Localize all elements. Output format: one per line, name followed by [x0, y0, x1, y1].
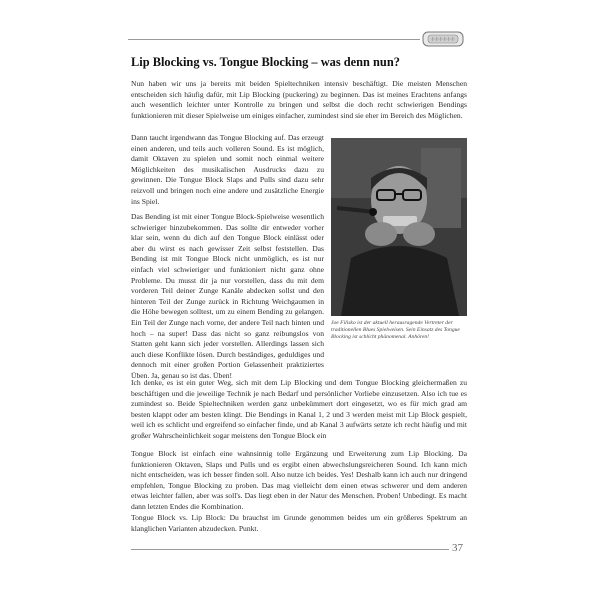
paragraph-intro: Nun haben wir uns ja bereits mit beiden Spieltechniken intensiv beschäftigt. Die meisten Menschen entscheiden sich häufig dafür, mit Lip Blocking (puckering) zu beginnen. Das ist meines Erachtens anfangs auch wesentlich leichter unter Kontrolle zu bringen und selbst die doch recht schwierigen Bendings funktionieren mit dieser Spielweise um einiges einfacher, zumindest sind sie eher im Bereich des Möglichen.: [131, 79, 467, 120]
paragraph-tongue-blocking: Dann taucht irgendwann das Tongue Blocking auf. Das erzeugt einen anderen, und teils auch volleren Sound. Es ist möglich, damit Oktaven zu spielen und somit noch einmal weitere Möglichkeiten des musikalischen Ausdrucks dazu zu gewinnen. Die Tongue Block Slaps and Pulls sind dazu sehr reizvoll und bringen noch eine andere und zusätzliche Energie ins Spiel.: [131, 133, 324, 206]
harmonica-icon: [422, 30, 464, 48]
harmonica-player-photo: [331, 138, 467, 316]
paragraph-bending: Das Bending ist mit einer Tongue Block-Spielweise wesentlich schwieriger hinzubekommen. Das sollte dir entweder vorher klar sein, wenn du dich auf den Tongue Block einlässt oder aber du wirst es nach gewisser Zeit selbst feststellen. Das Bending ist mit Tongue Block nicht unmöglich, es ist nur einfach viel schwieriger und funktioniert nicht ganz ohne Probleme. Du musst dir ja nur vorstellen, dass du mit dem vorderen Teil deiner Zunge Kanäle abdecken sollst und den hinteren Teil der Zunge zurück in Richtung Weichgaumen in die Höhe bewegen solltest, um zu einem Bending zu gelangen. Ein Teil der Zunge nach vorne, der andere Teil nach hinten und hoch – na super! Dass das nicht so ganz reibungslos von Statten geht kann sich jeder vorstellen. Allerdings lassen sich auch diese Konflikte lösen. Durch beständiges, geduldiges und dennoch mit einer großen Portion Gelassenheit praktiziertes Üben. Ja, genau so ist das. Üben!: [131, 212, 324, 380]
article-title: Lip Blocking vs. Tongue Blocking – was denn nun?: [131, 55, 400, 69]
paragraph-combined-use: Ich denke, es ist ein guter Weg, sich mit dem Lip Blocking und dem Tongue Blocking gleichermaßen zu beschäftigen und die jeweilige Technik je nach Bedarf und persönlicher Vorliebe einzusetzen. Also ich tue es zumindest so. Beide Spieltechniken werden ganz unbekümmert dort eingesetzt, wo es für mich grad am besten klappt oder am besten klingt. Die Bendings in Kanal 1, 2 und 3 werden meist mit Lip Block gespielt, weil ich es schlicht und ergreifend so einfacher finde, und ab Kanal 3 aufwärts setzte ich recht häufig und mit großer Wahrscheinlichkeit sogar meistens den Tongue Block ein: [131, 378, 467, 440]
paragraph-recommendation: Tongue Block ist einfach eine wahnsinnig tolle Ergänzung und Erweiterung zum Lip Blocking. Da funktionieren Oktaven, Slaps und Pulls und es ergibt einen abwechslungsreicheren Sound. Ich kann mich nicht entscheiden, was ich besser finden soll. Also nutze ich beides. Yes! Deshalb kann ich auch nur dringend empfehlen, Tongue Blocking zu proben. Das mag vielleicht dem einen etwas schwerer und dem anderen etwas leichter fallen, aber was soll's. Das liegt eben in der Natur des Menschen. Proben! Unbedingt. Es macht dann letzten Endes die Kombination.: [131, 449, 467, 511]
paragraph-conclusion: Tongue Block vs. Lip Block: Du brauchst im Grunde genommen beides um ein größeres Spektrum an klanglichen Varianten abzudecken. Punkt.: [131, 513, 467, 533]
photo-caption: Joe Filisko ist der aktuell herausragende Vertreter der traditionellen Blues Spielweisen. Sein Einsatz des Tongue Blocking ist schlicht phänomenal. Anhören!: [331, 320, 460, 341]
page-number: 37: [452, 542, 463, 554]
footer-rule: [131, 549, 449, 550]
header-rule: [128, 39, 420, 40]
